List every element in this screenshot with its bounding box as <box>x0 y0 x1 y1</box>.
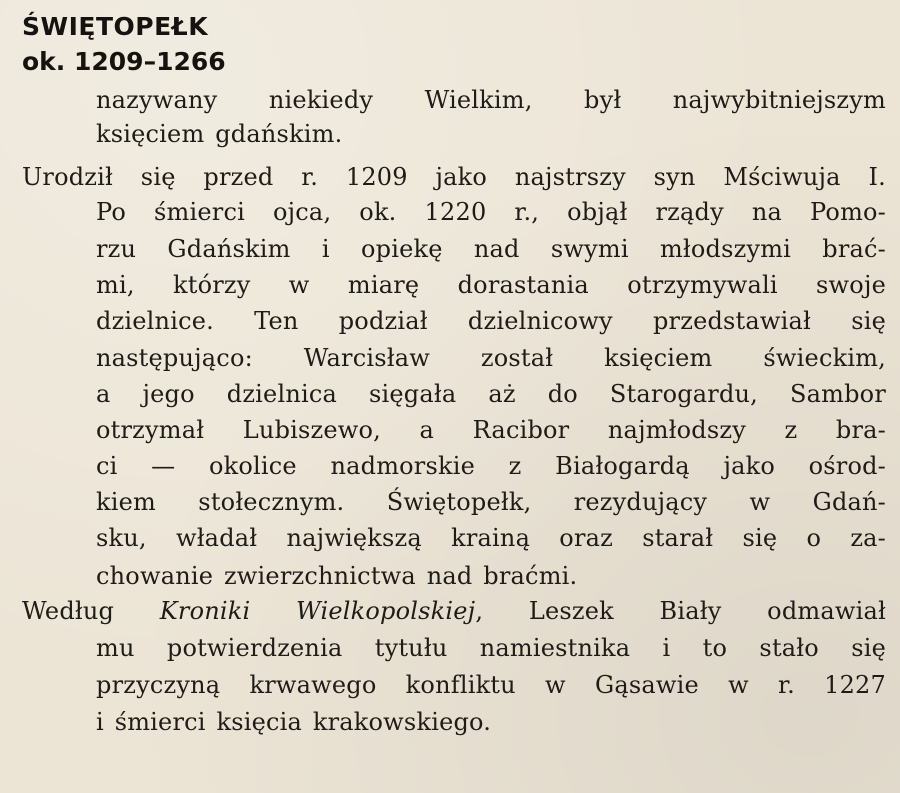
text-line: ci — okolice nadmorskie z Białogardą jako ośrod- <box>96 452 886 480</box>
text-line: i śmierci księcia krakowskiego. <box>96 708 492 736</box>
text-line: mu potwierdzenia tytułu namiestnika i to stało się <box>96 634 886 662</box>
text-line: przyczyną krwawego konfliktu w Gąsawie w r. 1227 <box>96 671 886 699</box>
book-title: Kroniki Wielkopolskiej <box>159 597 476 625</box>
text-line: rzu Gdańskim i opiekę nad swymi młodszymi brać- <box>96 235 886 263</box>
text-line: następująco: Warcisław został księciem świeckim, <box>96 344 886 372</box>
text-line: księciem gdańskim. <box>96 120 343 148</box>
text-line <box>22 595 886 627</box>
text-line: Urodził się przed r. 1209 jako najstrszy syn Mściwuja I. <box>22 163 886 191</box>
text-line: dzielnice. Ten podział dzielnicowy przedstawiał się <box>96 307 886 335</box>
text-run: , Leszek Biały odmawiał <box>475 597 886 625</box>
text-line: mi, którzy w miarę dorastania otrzymywali swoje <box>96 271 886 299</box>
text-line: a jego dzielnica sięgała aż do Starogardu, Sambor <box>96 380 886 408</box>
text-line: sku, władał największą krainą oraz starał się o za- <box>96 524 886 552</box>
text-line: Po śmierci ojca, ok. 1220 r., objął rządy na Pomo- <box>96 198 886 226</box>
text-line: kiem stołecznym. Świętopełk, rezydujący w Gdań- <box>96 488 886 516</box>
text-line: nazywany niekiedy Wielkim, był najwybitniejszym <box>96 86 886 114</box>
entry-title: ŚWIĘTOPEŁK <box>22 12 209 41</box>
text-line: chowanie zwierzchnictwa nad braćmi. <box>96 562 578 590</box>
entry-dates: ok. 1209–1266 <box>22 47 226 76</box>
text-line: otrzymał Lubiszewo, a Racibor najmłodszy z bra- <box>96 416 886 444</box>
text-run: Według <box>22 597 160 625</box>
